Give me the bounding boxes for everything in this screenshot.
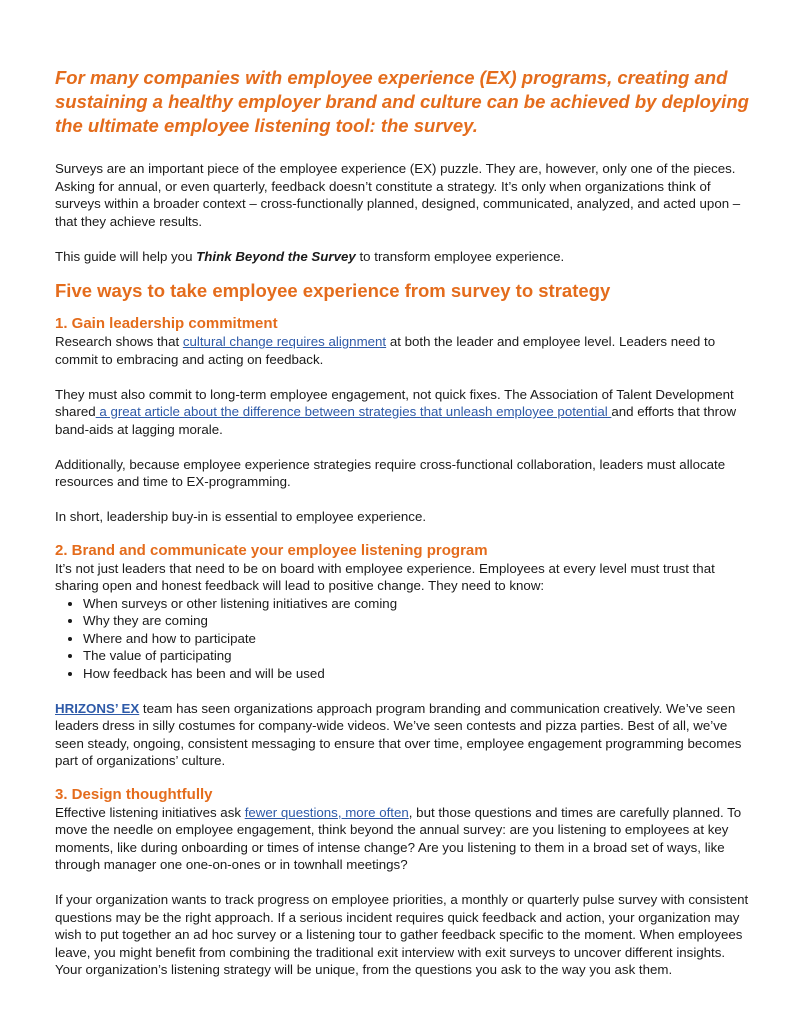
atd-article-link[interactable]: a great article about the difference between strategies that unleash employee potential <box>95 404 612 419</box>
section-3-paragraph-2: If your organization wants to track progress on employee priorities, a monthly or quarterly pulse survey with consistent questions may be the right approach. If a serious incident requires quick feedback and action, your organization may wish to put together an ad hoc survey or a listening tour to gather feedback specific to the moment. When employees leave, you might benefit from combining the traditional exit interview with exit surveys to uncover different insights. Your organization’s listening strategy will be unique, from the questions you ask to the way you ask them. <box>55 892 749 977</box>
list-item: • When surveys or other listening initiatives are coming <box>83 595 755 613</box>
section-spacer <box>55 770 755 786</box>
section-3-p1-text-end: , but those questions and times are carefully planned. To move the needle on employee engagement, think beyond the annual survey: are you listening to employees at key moments, like during onboarding or times of intense change? Are you listening to them in a broad set of ways, like through manager one one-on-ones or in townhall meetings? <box>55 804 742 872</box>
intro-paragraph: Surveys are an important piece of the employee experience (EX) puzzle. They are, however, only one of the pieces. Asking for annual, or even quarterly, feedback doesn’t constitute a strategy. It’s only when organizations think of surveys within a broader context – cross-functionally planned, designed, communicated, analyzed, and acted upon – that they achieve results. <box>55 161 741 229</box>
section-3-paragraph-1 <box>55 804 755 874</box>
intro-guide-paragraph <box>55 248 755 266</box>
needs-to-know-list <box>55 595 755 683</box>
section-1-p2-text-end: and efforts that throw band-aids at lagging morale. <box>55 404 737 437</box>
section-1-p2-text: They must also commit to long-term employee engagement, not quick fixes. The Association of Talent Development shared <box>55 386 734 419</box>
section-1-p1-text: Research shows that <box>55 334 183 349</box>
list-item: • Why they are coming <box>83 612 755 630</box>
section-2-p2-text: team has seen organizations approach program branding and communication creatively. We’ve seen leaders dress in silly costumes for company-wide videos. We’ve seen contests and pizza parties. Best of all, we’ve seen steady, ongoing, consistent messaging to ensure that over time, employee engagement programming becomes part of organizations’ culture. <box>55 700 742 768</box>
hrizons-ex-link[interactable]: HRIZONS’ EX <box>55 700 140 716</box>
section-spacer <box>55 526 755 542</box>
section-1-paragraph-3: Additionally, because employee experience strategies require cross-functional collaboration, leaders must allocate resources and time to EX-programming. <box>55 456 726 489</box>
section-3-heading: 3. Design thoughtfully <box>55 785 213 803</box>
intro-guide-text: This guide will help you <box>55 248 197 264</box>
lead-statement: For many companies with employee experience (EX) programs, creating and sustaining a healthy employer brand and culture can be achieved by deploying the ultimate employee listening tool: the survey. <box>55 67 749 136</box>
list-item: • Where and how to participate <box>83 630 755 648</box>
intro-guide-text-end: to transform employee experience. <box>355 248 565 264</box>
main-heading: Five ways to take employee experience from survey to strategy <box>55 280 611 301</box>
section-2-heading: 2. Brand and communicate your employee listening program <box>55 541 488 559</box>
list-item: • The value of participating <box>83 647 755 665</box>
section-1-paragraph-1 <box>55 333 755 368</box>
section-3-p1-text: Effective listening initiatives ask <box>55 804 245 820</box>
section-1-paragraph-4: In short, leadership buy-in is essential to employee experience. <box>55 509 427 524</box>
document-content <box>55 66 755 979</box>
section-2-paragraph-1: It’s not just leaders that need to be on board with employee experience. Employees at every level must trust that sharing open and honest feedback will lead to positive change. They need to know: <box>55 560 715 593</box>
list-item: • How feedback has been and will be used <box>83 665 755 683</box>
section-1-heading: 1. Gain leadership commitment <box>55 315 278 332</box>
cultural-change-link[interactable]: cultural change requires alignment <box>182 334 387 349</box>
intro-guide-emphasis: Think Beyond the Survey <box>196 248 356 264</box>
section-1-paragraph-2 <box>55 386 755 439</box>
section-1-p1-text-end: at both the leader and employee level. Leaders need to commit to embracing and acting on feedback. <box>55 334 716 367</box>
section-2-paragraph-2 <box>55 700 755 770</box>
fewer-questions-link[interactable]: fewer questions, more often <box>244 804 409 820</box>
